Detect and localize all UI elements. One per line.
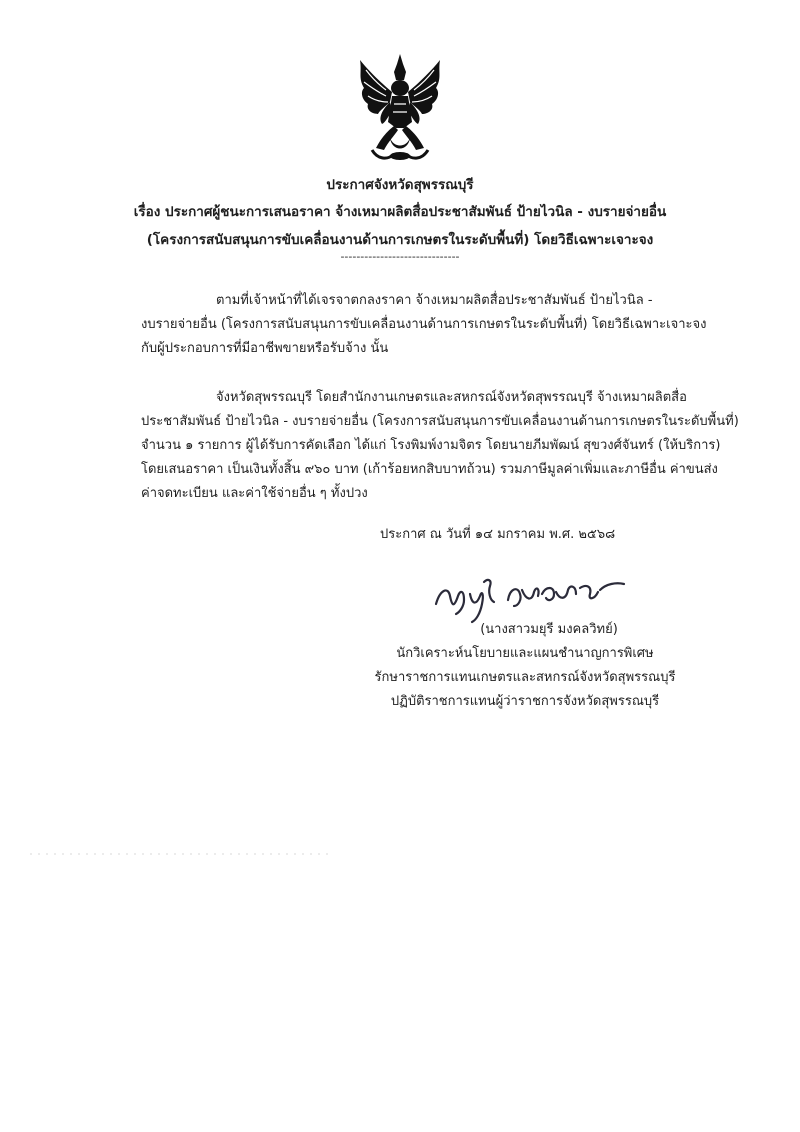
paragraph-line: จำนวน ๑ รายการ ผู้ได้รับการคัดเลือก ได้แก่ โรงพิมพ์งามจิตร โดยนายภีมพัฒน์ สุขวงศ์จันทร์ (ให้บริการ) [141,438,721,453]
paragraph-line: งบรายจ่ายอื่น (โครงการสนับสนุนการขับเคลื่อนงานด้านการเกษตรในระดับพื้นที่) โดยวิธีเฉพาะเจาะจง [141,317,707,332]
paragraph-line: ค่าจดทะเบียน และค่าใช้จ่ายอื่น ๆ ทั้งปวง [141,486,368,501]
garuda-emblem-icon [354,52,446,162]
signature-block [325,618,725,714]
paragraph-line: จังหวัดสุพรรณบุรี โดยสำนักงานเกษตรและสหกรณ์จังหวัดสุพรรณบุรี จ้างเหมาผลิตสื่อ [216,390,687,405]
paragraph-line: ประชาสัมพันธ์ ป้ายไวนิล - งบรายจ่ายอื่น (โครงการสนับสนุนการขับเคลื่อนงานด้านการเกษตรในระดับพื้นที่) [141,414,739,429]
signatory-acting-role: รักษาราชการแทนเกษตรและสหกรณ์จังหวัดสุพรรณบุรี [374,670,676,685]
paragraph-line: ตามที่เจ้าหน้าที่ได้เจรจาตกลงราคา จ้างเหมาผลิตสื่อประชาสัมพันธ์ ป้ายไวนิล - [216,293,653,308]
body-paragraph-2 [141,386,739,506]
signatory-position: นักวิเคราะห์นโยบายและแผนชำนาญการพิเศษ [396,646,654,661]
announcement-title: ประกาศจังหวัดสุพรรณบุรี [326,177,474,193]
divider-line: ------------------------------ [340,250,460,263]
signatory-on-behalf: ปฏิบัติราชการแทนผู้ว่าราชการจังหวัดสุพรรณบุรี [390,694,660,709]
announcement-date: ประกาศ ณ วันที่ ๑๔ มกราคม พ.ศ. ๒๕๖๘ [380,527,616,542]
scan-artifact [30,852,330,856]
paragraph-line: โดยเสนอราคา เป็นเงินทั้งสิ้น ๙๖๐ บาท (เก้าร้อยหกสิบบาทถ้วน) รวมภาษีมูลค่าเพิ่มและภาษีอื่น ค่าขนส่ง [141,462,718,477]
signatory-name: (นางสาวมยุรี มงคลวิทย์) [480,622,618,637]
announcement-subject: เรื่อง ประกาศผู้ชนะการเสนอราคา จ้างเหมาผลิตสื่อประชาสัมพันธ์ ป้ายไวนิล - งบรายจ่ายอื่น [133,204,667,220]
body-paragraph-1 [141,289,721,361]
announcement-project: (โครงการสนับสนุนการขับเคลื่อนงานด้านการเกษตรในระดับพื้นที่) โดยวิธีเฉพาะเจาะจง [146,232,654,248]
paragraph-line: กับผู้ประกอบการที่มีอาชีพขายหรือรับจ้าง นั้น [141,341,389,356]
